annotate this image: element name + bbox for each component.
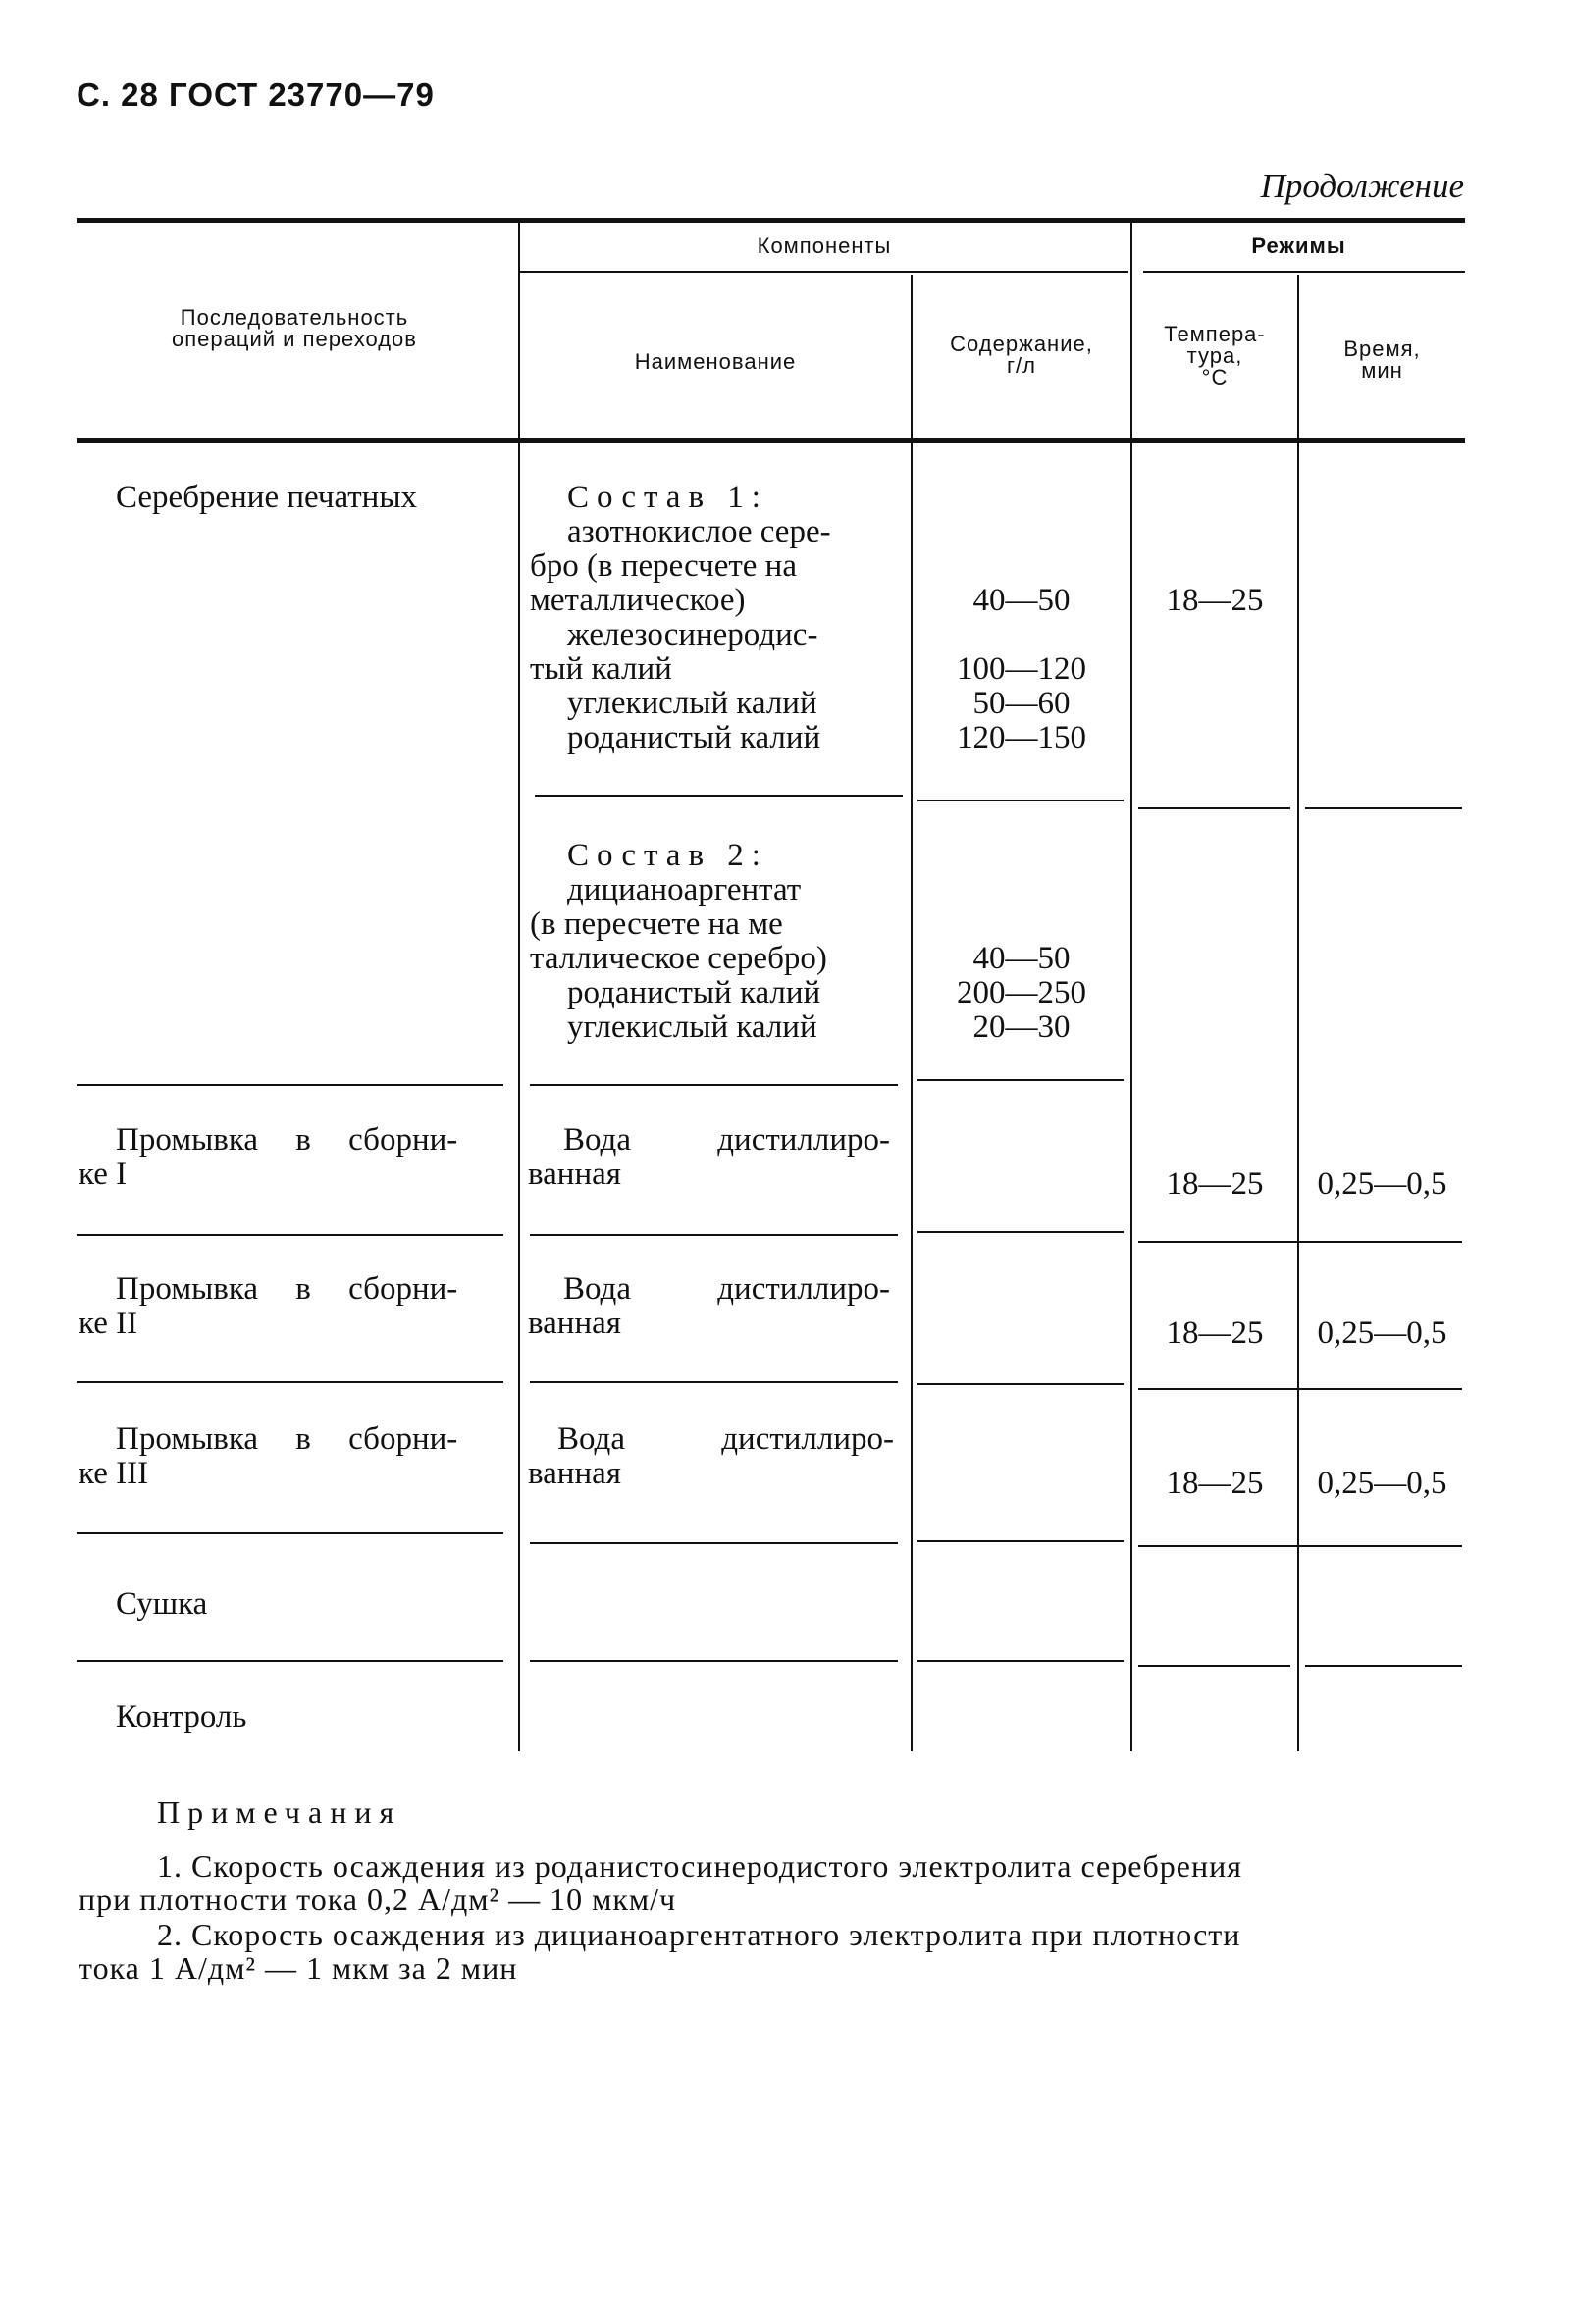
rinse-3-temperature: 18—25 <box>1166 1466 1264 1501</box>
silver-row-divider-c <box>917 1079 1124 1081</box>
operation-rinse-3: Промывка в сборни- ке III <box>79 1421 458 1491</box>
operation-silver: Серебрение печатных <box>116 480 417 515</box>
drying-divider-b <box>530 1660 898 1662</box>
drying-divider-a <box>77 1660 503 1662</box>
rinse-2-divider-c <box>917 1383 1124 1385</box>
comp1-temperature: 18—25 <box>1166 583 1264 618</box>
rinse-1-divider-c <box>917 1231 1124 1233</box>
rinse-2-divider-d <box>1138 1388 1462 1390</box>
rinse-3-divider-c <box>917 1540 1124 1542</box>
header-temperature: Темпера- тура, °С <box>1164 322 1266 389</box>
composition-2: Состав 2: дицианоаргентат (в пересчете на ме таллическое серебро) роданистый калий углекислый калий <box>530 838 827 1045</box>
rinse-3-divider-d <box>1138 1545 1462 1547</box>
rinse-3-component: Вода дистиллиро- ванная <box>528 1421 895 1491</box>
comp1-value-ferrocyanide: 100—120 <box>957 651 1086 687</box>
rinse-3-divider-b <box>530 1542 898 1544</box>
rinse-3-time: 0,25—0,5 <box>1317 1466 1447 1501</box>
drying-divider-c <box>917 1660 1124 1662</box>
comp2-value-carbonate: 20—30 <box>972 1009 1071 1045</box>
rinse-1-divider-b <box>530 1234 898 1236</box>
drying-divider-d <box>1138 1665 1290 1667</box>
comp1-value-thiocyanate: 120—150 <box>957 720 1086 755</box>
comp1-divider-b <box>917 800 1124 801</box>
col-divider-4 <box>1297 275 1299 1751</box>
col-divider-1 <box>518 221 520 1751</box>
rinse-2-time: 0,25—0,5 <box>1317 1316 1447 1351</box>
rinse-1-time: 0,25—0,5 <box>1317 1166 1447 1202</box>
header-bottom-rule <box>77 438 1465 443</box>
header-time: Время, мин <box>1343 336 1421 383</box>
operation-rinse-1: Промывка в сборни- ке I <box>79 1122 458 1192</box>
silver-row-divider-b <box>530 1084 898 1086</box>
comp1-value-silver-nitrate: 40—50 <box>972 583 1071 618</box>
operation-rinse-2: Промывка в сборни- ке II <box>79 1271 458 1341</box>
components-underline <box>520 271 1128 273</box>
continuation-label: Продолжение <box>1260 167 1464 205</box>
rinse-2-divider-b <box>530 1381 898 1383</box>
drying-divider-e <box>1305 1665 1462 1667</box>
comp2-value-thiocyanate: 200—250 <box>957 975 1086 1010</box>
operation-drying: Сушка <box>116 1586 208 1622</box>
rinse-2-component: Вода дистиллиро- ванная <box>528 1271 891 1341</box>
operation-control: Контроль <box>116 1699 247 1734</box>
rinse-1-divider-d <box>1138 1241 1462 1243</box>
note-2: 2. Скорость осаждения из дицианоаргентатного электролита при плотности тока 1 А/дм² — 1 мкм за 2 мин <box>79 1917 1241 1986</box>
rinse-2-temperature: 18—25 <box>1166 1316 1264 1351</box>
comp2-value-dicyanoargentate: 40—50 <box>972 941 1071 976</box>
comp1-divider-d <box>1305 807 1462 809</box>
comp1-divider-c <box>1138 807 1290 809</box>
rinse-3-divider-a <box>77 1532 503 1534</box>
header-components: Компоненты <box>757 233 892 258</box>
header-operations: Последовательность операций и переходов <box>172 305 417 351</box>
comp1-value-carbonate: 50—60 <box>972 686 1071 721</box>
composition-1: Состав 1: азотнокислое сере- бро (в пересчете на металлическое) железосинеродис- тый калий углекислый калий роданистый калий <box>530 480 831 755</box>
rinse-1-divider-a <box>77 1234 503 1236</box>
page-header: С. 28 ГОСТ 23770—79 <box>77 77 435 113</box>
notes-title: Примечания <box>157 1794 402 1830</box>
comp1-divider-a <box>535 795 903 797</box>
note-1: 1. Скорость осаждения из роданистосинеродистого электролита серебрения при плотности тока 0,2 А/дм² — 10 мкм/ч <box>79 1848 1242 1917</box>
table-top-rule <box>77 218 1465 223</box>
header-content: Содержание, г/л <box>950 332 1093 378</box>
silver-row-divider-a <box>77 1084 503 1086</box>
rinse-1-component: Вода дистиллиро- ванная <box>528 1122 891 1192</box>
rinse-2-divider-a <box>77 1381 503 1383</box>
header-regimes: Режимы <box>1251 233 1346 258</box>
rinse-1-temperature: 18—25 <box>1166 1166 1264 1202</box>
col-divider-3 <box>1130 221 1132 1751</box>
header-name: Наименование <box>634 349 797 374</box>
regimes-underline <box>1143 271 1465 273</box>
